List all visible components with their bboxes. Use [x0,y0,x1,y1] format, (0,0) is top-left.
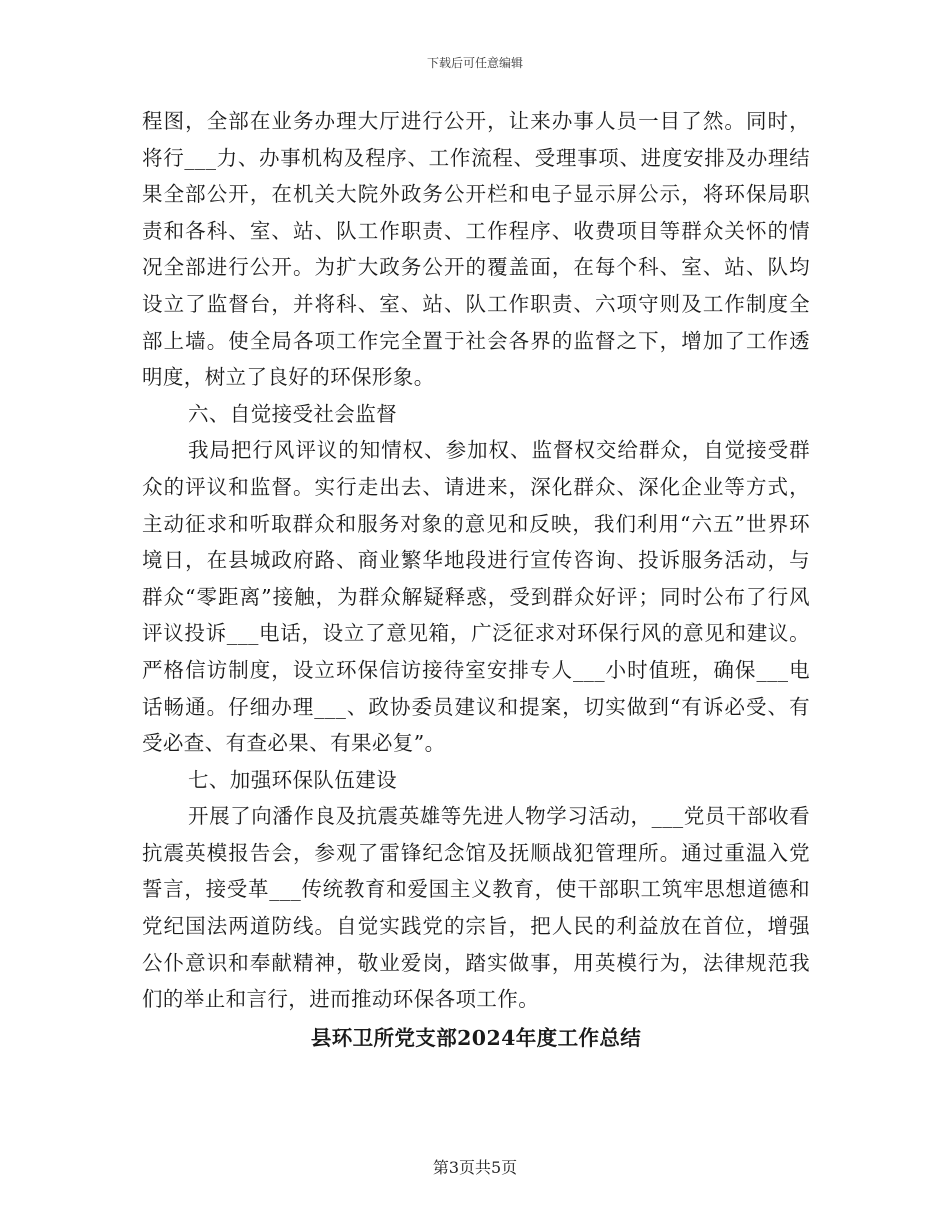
section-heading-seven: 七、加强环保队伍建设 [188,767,397,792]
section-heading-six: 六、自觉接受社会监督 [188,401,397,426]
document-title: 县环卫所党支部2024年度工作总结 [310,1025,642,1050]
paragraph-social-supervision: 我局把行风评议的知情权、参加权、监督权交给群众，自觉接受群众的评议和监督。实行走出去、请进来，深化群众、深化企业等方式，主动征求和听取群众和服务对象的意见和反映，我们利用“六五”世界环境日，在县城政府路、商业繁华地段进行宣传咨询、投诉服务活动，与群众“零距离”接触，为群众解疑释惑，受到群众好评；同时公布了行风评议投诉___电话，设立了意见箱，广泛征求对环保行风的意见和建议。严格信访制度，设立环保信访接待室安排专人___小时值班，确保___电话畅通。仔细办理___、政协委员建议和提案，切实做到“有诉必受、有受必查、有查必果、有果必复”。 [142,438,810,756]
page-number: 第3页共5页 [432,1158,518,1177]
document-body [142,103,810,1058]
paragraph-public-affairs: 程图，全部在业务办理大厅进行公开，让来办事人员一目了然。同时，将行___力、办事机构及程序、工作流程、受理事项、进度安排及办理结果全部公开，在机关大院外政务公开栏和电子显示屏公示，将环保局职责和各科、室、站、队工作职责、工作程序、收费项目等群众关怀的情况全部进行公开。为扩大政务公开的覆盖面，在每个科、室、站、队均设立了监督台，并将科、室、站、队工作职责、六项守则及工作制度全部上墙。使全局各项工作完全置于社会各界的监督之下，增加了工作透明度，树立了良好的环保形象。 [142,109,810,390]
paragraph-team-building: 开展了向潘作良及抗震英雄等先进人物学习活动，___党员干部收看抗震英模报告会，参观了雷锋纪念馆及抚顺战犯管理所。通过重温入党誓言，接受革___传统教育和爱国主义教育，使干部职工筑牢思想道德和党纪国法两道防线。自觉实践党的宗旨，把人民的利益放在首位，增强公仆意识和奉献精神，敬业爱岗，踏实做事，用英模行为，法律规范我们的举止和言行，进而推动环保各项工作。 [142,804,810,1012]
header-note: 下载后可任意编辑 [426,56,523,70]
